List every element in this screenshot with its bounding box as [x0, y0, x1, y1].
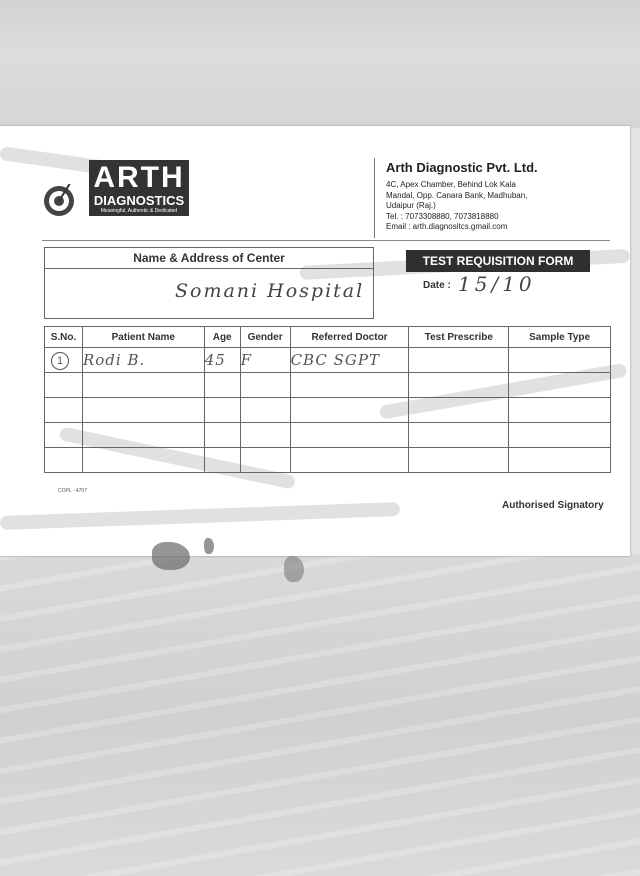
date-label: Date :	[423, 280, 451, 291]
table-header-row	[45, 327, 611, 348]
authorised-signatory: Authorised Signatory	[502, 500, 604, 511]
cell-age: 45	[204, 348, 240, 373]
ink-stain	[152, 542, 190, 570]
header-divider-vertical	[374, 158, 375, 238]
scan-background-bottom	[0, 555, 640, 876]
sno-handwritten: 1	[51, 352, 69, 370]
cell-referred-doctor: CBC SGPT	[290, 348, 409, 373]
ink-stain	[284, 556, 304, 582]
table-row-empty	[45, 448, 611, 473]
scan-background-top	[0, 0, 640, 128]
header-divider-horizontal	[42, 240, 610, 241]
col-header-test-prescribe: Test Prescribe	[409, 327, 509, 348]
table-row-empty	[45, 373, 611, 398]
logo-badge	[89, 160, 189, 216]
col-header-age: Age	[204, 327, 240, 348]
company-name: Arth Diagnostic Pvt. Ltd.	[386, 160, 538, 175]
company-address-line: Mandal, Opp. Canara Bank, Madhuban,	[386, 190, 528, 200]
cell-sample-type	[509, 348, 611, 373]
date-handwritten: 15/10	[458, 272, 536, 296]
company-address-line: 4C, Apex Chamber, Behind Lok Kala	[386, 180, 516, 189]
col-header-gender: Gender	[240, 327, 290, 348]
col-header-sno: S.No.	[45, 327, 83, 348]
ink-stain	[204, 538, 214, 554]
col-header-sample-type: Sample Type	[509, 327, 611, 348]
company-address-line: Udaipur (Raj.)	[386, 201, 436, 210]
cell-sno	[45, 348, 83, 373]
table-row-empty	[45, 398, 611, 423]
form-title: TEST REQUISITION FORM	[406, 250, 590, 272]
logo-tagline: Meaningful, Authentic & Dedicated	[100, 208, 178, 214]
cell-patient-name: Rodi B.	[82, 348, 204, 373]
col-header-referred-doctor: Referred Doctor	[290, 327, 409, 348]
company-phone: Tel. : 7073308880, 7073818880	[386, 211, 499, 221]
center-title: Name & Address of Center	[45, 248, 373, 269]
arth-logo	[42, 160, 192, 220]
target-icon	[42, 184, 76, 218]
col-header-patient-name: Patient Name	[82, 327, 204, 348]
logo-main-text: ARTH	[93, 161, 185, 194]
cell-gender: F	[240, 348, 290, 373]
center-box	[44, 247, 374, 319]
patient-table	[44, 326, 611, 472]
company-info	[386, 160, 606, 233]
company-email: Email : arth.diagnositcs.gmail.com	[386, 222, 508, 231]
table-row-empty	[45, 423, 611, 448]
form-code: COPL - 4707	[58, 488, 87, 494]
table-row	[45, 348, 611, 373]
center-name-handwritten: Somani Hospital	[175, 280, 365, 302]
logo-sub-text: DIAGNOSTICS	[93, 193, 185, 208]
cell-test-prescribe	[409, 348, 509, 373]
